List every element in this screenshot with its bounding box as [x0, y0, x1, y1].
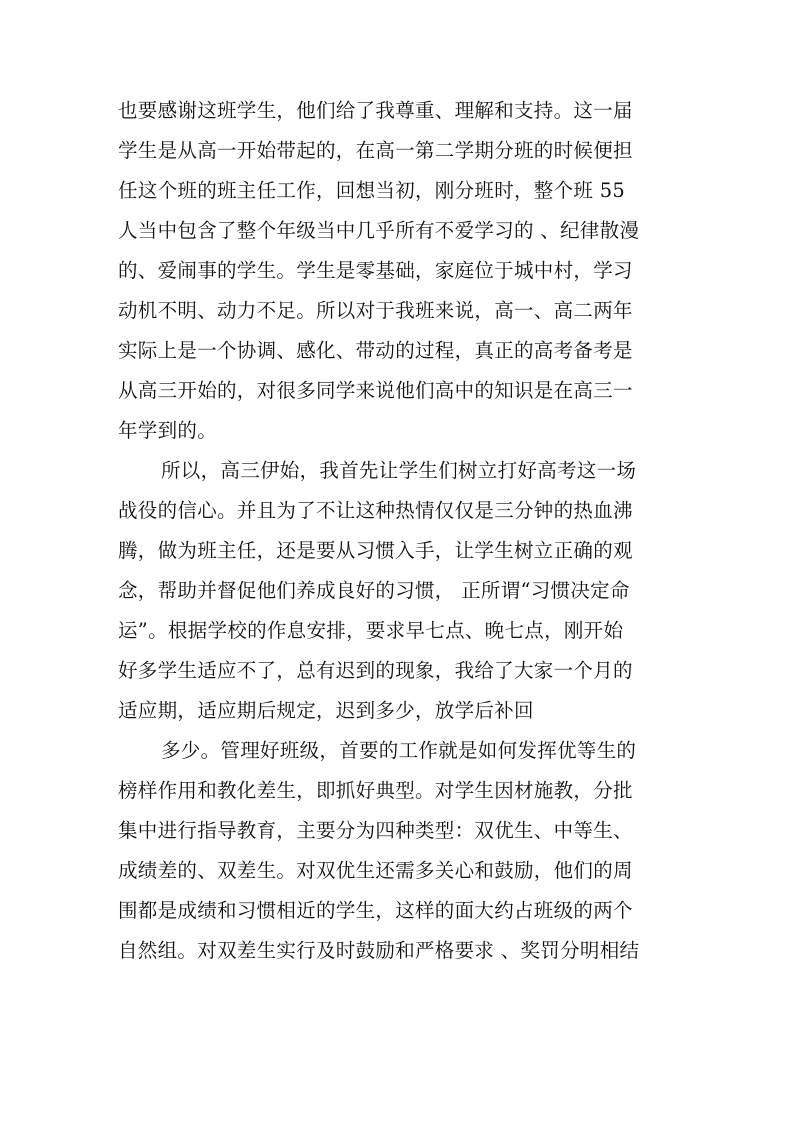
text-line: 运”。根据学校的作息安排，要求早七点、晚七点，刚开始: [118, 619, 624, 642]
text-line: 战役的信心。并且为了不让这种热情仅仅是三分钟的热血沸: [118, 499, 633, 522]
text-line: 念，帮助并督促他们养成良好的习惯， 正所谓“习惯决定命: [118, 579, 630, 602]
text-line: 成绩差的、双差生。对双优生还需多关心和鼓励，他们的周: [118, 859, 633, 882]
text-line: 围都是成绩和习惯相近的学生，这样的面大约占班级的两个: [118, 899, 633, 922]
text-line: 好多学生适应不了，总有迟到的现象，我给了大家一个月的: [118, 659, 633, 682]
text-line: 腾，做为班主任，还是要从习惯入手，让学生树立正确的观: [118, 539, 633, 562]
text-line: 榜样作用和教化差生，即抓好典型。对学生因材施教，分批: [118, 779, 633, 802]
text-line: 集中进行指导教育，主要分为四种类型：双优生、中等生、: [118, 819, 633, 842]
text-line: 年学到的。: [118, 419, 218, 442]
text-line: 自然组。对双差生实行及时鼓励和严格要求 、奖罚分明相结: [118, 939, 640, 962]
text-line: 学生是从高一开始带起的，在高一第二学期分班的时候便担: [118, 139, 633, 162]
text-line: 从高三开始的，对很多同学来说他们高中的知识是在高三一: [118, 379, 633, 402]
text-line: 人当中包含了整个年级当中几乎所有不爱学习的 、纪律散漫: [118, 219, 640, 242]
paragraph-first-line: 多少。管理好班级，首要的工作就是如何发挥优等生的: [161, 739, 637, 762]
text-line: 任这个班的班主任工作，回想当初，刚分班时，整个班 55: [118, 179, 626, 202]
paragraph-first-line: 所以，高三伊始，我首先让学生们树立打好高考这一场: [161, 459, 637, 482]
text-line: 实际上是一个协调、感化、带动的过程，真正的高考备考是: [118, 339, 633, 362]
text-line: 也要感谢这班学生，他们给了我尊重、理解和支持。这一届: [118, 99, 633, 122]
text-line: 动机不明、动力不足。所以对于我班来说，高一、高二两年: [118, 299, 633, 322]
text-line: 的、爱闹事的学生。学生是零基础，家庭位于城中村，学习: [118, 259, 633, 282]
text-line: 适应期，适应期后规定，迟到多少，放学后补回: [118, 699, 534, 722]
